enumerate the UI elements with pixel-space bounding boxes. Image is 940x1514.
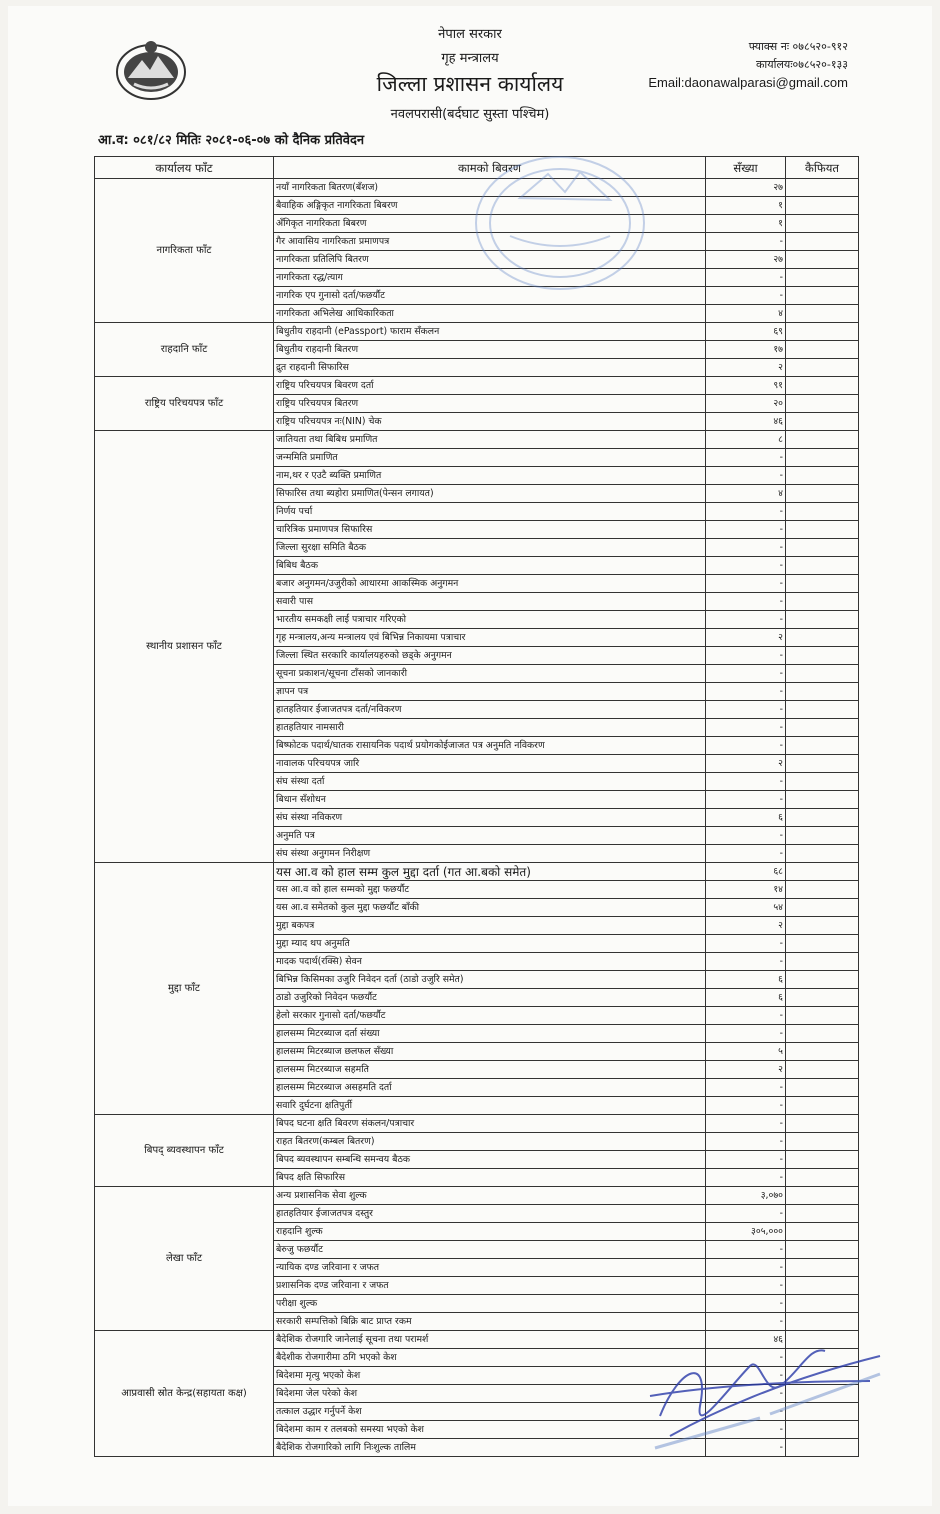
table-header-row xyxy=(95,157,859,179)
task-remarks xyxy=(786,1295,859,1313)
task-remarks xyxy=(786,593,859,611)
task-remarks xyxy=(786,557,859,575)
task-description: सवारि दुर्घटना क्षतिपुर्ती xyxy=(274,1097,706,1115)
task-remarks xyxy=(786,215,859,233)
task-remarks xyxy=(786,953,859,971)
task-description: नागरिकता अभिलेख आधिकारिकता xyxy=(274,305,706,323)
task-count: ६ xyxy=(706,989,786,1007)
task-count: - xyxy=(706,575,786,593)
task-count: ८ xyxy=(706,431,786,449)
task-count: २ xyxy=(706,755,786,773)
task-remarks xyxy=(786,359,859,377)
task-description: नागरिकता प्रतिलिपि बितरण xyxy=(274,251,706,269)
task-description: राहदानि शुल्क xyxy=(274,1223,706,1241)
task-count: १७ xyxy=(706,341,786,359)
task-count: - xyxy=(706,1007,786,1025)
task-count: २० xyxy=(706,395,786,413)
task-count: - xyxy=(706,935,786,953)
task-description: बैवाहिक अङ्गिकृत नागरिकता बिबरण xyxy=(274,197,706,215)
task-description: नयाँ नागरिकता बितरण(बँशज) xyxy=(274,179,706,197)
task-description: बैदेशीक रोजगारीमा ठगि भएको केश xyxy=(274,1349,706,1367)
task-remarks xyxy=(786,521,859,539)
task-description: राष्ट्रिय परिचयपत्र बिवरण दर्ता xyxy=(274,377,706,395)
task-count: - xyxy=(706,683,786,701)
task-remarks xyxy=(786,773,859,791)
task-remarks xyxy=(786,197,859,215)
section-name: राष्ट्रिय परिचयपत्र फाँट xyxy=(95,377,274,431)
government-name: नेपाल सरकार xyxy=(438,27,502,42)
task-description: बिबिध बैठक xyxy=(274,557,706,575)
task-description: यस आ.व को हाल सम्म कुल मुद्दा दर्ता (गत आ.बको समेत) xyxy=(274,863,706,881)
task-count: - xyxy=(706,827,786,845)
task-description: जिल्ला स्थित सरकारि कार्यालयहरुको छड्के अनुगमन xyxy=(274,647,706,665)
task-count: १ xyxy=(706,197,786,215)
task-description: हालसम्म मिटरब्याज सहमति xyxy=(274,1061,706,1079)
task-description: गैर आवासिय नागरिकता प्रमाणपत्र xyxy=(274,233,706,251)
task-description: बिधान सँशोधन xyxy=(274,791,706,809)
task-remarks xyxy=(786,1421,859,1439)
task-description: अँगिकृत नागरिकता बिबरण xyxy=(274,215,706,233)
task-description: बैदेशिक रोजगारि जानेलाई सूचना तथा परामर्श xyxy=(274,1331,706,1349)
ministry-name: गृह मन्त्रालय xyxy=(441,51,499,66)
task-description: बिभिन्न किसिमका उजुरि निवेदन दर्ता (ठाडो उजुरि समेत) xyxy=(274,971,706,989)
task-description: नावालक परिचयपत्र जारि xyxy=(274,755,706,773)
table-row xyxy=(95,377,859,395)
task-description: राष्ट्रिय परिचयपत्र बितरण xyxy=(274,395,706,413)
task-count: - xyxy=(706,287,786,305)
task-count: ६९ xyxy=(706,323,786,341)
table-row xyxy=(95,1187,859,1205)
task-description: अनुमति पत्र xyxy=(274,827,706,845)
task-remarks xyxy=(786,683,859,701)
section-name: बिपद् ब्यवस्थापन फाँट xyxy=(95,1115,274,1187)
task-count: - xyxy=(706,737,786,755)
section-name: लेखा फाँट xyxy=(95,1187,274,1331)
task-remarks xyxy=(786,251,859,269)
task-description: नागरिक एप गुनासो दर्ता/फछर्यौट xyxy=(274,287,706,305)
section-name: नागरिकता फाँट xyxy=(95,179,274,323)
task-count: - xyxy=(706,1349,786,1367)
task-description: सवारी पास xyxy=(274,593,706,611)
task-count: - xyxy=(706,269,786,287)
task-remarks xyxy=(786,467,859,485)
task-description: द्रुत राहदानी सिफारिस xyxy=(274,359,706,377)
task-remarks xyxy=(786,1241,859,1259)
task-description: बिपद क्षति सिफारिस xyxy=(274,1169,706,1187)
task-count: ४६ xyxy=(706,1331,786,1349)
office-title: जिल्ला प्रशासन कार्यालय xyxy=(376,72,564,96)
task-description: संघ संस्था अनुगमन निरीक्षण xyxy=(274,845,706,863)
task-description: निर्णय पर्चा xyxy=(274,503,706,521)
column-header-description: कामको बिवरण xyxy=(274,157,706,179)
task-remarks xyxy=(786,1007,859,1025)
task-remarks xyxy=(786,377,859,395)
task-remarks xyxy=(786,1079,859,1097)
task-description: नाम,थर र एउटै ब्यक्ति प्रमाणित xyxy=(274,467,706,485)
task-description: बिष्फोटक पदार्थ/घातक रासायनिक पदार्थ प्रयोगकोईजाजत पत्र अनुमति नविकरण xyxy=(274,737,706,755)
task-count: - xyxy=(706,521,786,539)
task-description: सरकारी सम्पत्तिको बिक्रि बाट प्राप्त रकम xyxy=(274,1313,706,1331)
task-count: - xyxy=(706,1169,786,1187)
task-count: - xyxy=(706,773,786,791)
task-description: प्रशासनिक दण्ड जरिवाना र जफत xyxy=(274,1277,706,1295)
task-description: बेरुजु फछर्यौट xyxy=(274,1241,706,1259)
task-description: बिदेशमा काम र तलबको समस्या भएको केश xyxy=(274,1421,706,1439)
report-title: आ.व: ०८१/८२ मितिः २०८१-०६-०७ को दैनिक प्रतिवेदन xyxy=(98,133,365,148)
task-remarks xyxy=(786,809,859,827)
task-remarks xyxy=(786,1313,859,1331)
section-name: आप्रवासी स्रोत केन्द्र(सहायता कक्ष) xyxy=(95,1331,274,1457)
task-remarks xyxy=(786,1169,859,1187)
task-remarks xyxy=(786,1367,859,1385)
task-count: - xyxy=(706,1115,786,1133)
task-remarks xyxy=(786,1331,859,1349)
task-description: बिदेशमा मृत्यु भएको केश xyxy=(274,1367,706,1385)
task-remarks xyxy=(786,971,859,989)
task-count: ३,०७० xyxy=(706,1187,786,1205)
task-description: तत्काल उद्धार गर्नुपर्ने केश xyxy=(274,1403,706,1421)
task-description: भारतीय समकक्षी लाई पत्राचार गरिएको xyxy=(274,611,706,629)
table-row xyxy=(95,179,859,197)
task-count: - xyxy=(706,557,786,575)
task-count: - xyxy=(706,719,786,737)
task-count: - xyxy=(706,1421,786,1439)
task-description: हातहतियार ईजाजतपत्र दस्तुर xyxy=(274,1205,706,1223)
email-address: Email:daonawalparasi@gmail.com xyxy=(648,75,848,90)
task-description: संघ संस्था दर्ता xyxy=(274,773,706,791)
task-count: ९१ xyxy=(706,377,786,395)
task-count: ६ xyxy=(706,809,786,827)
task-count: - xyxy=(706,665,786,683)
task-remarks xyxy=(786,287,859,305)
task-count: - xyxy=(706,1295,786,1313)
task-count: - xyxy=(706,503,786,521)
task-description: मुद्दा म्याद थप अनुमति xyxy=(274,935,706,953)
task-count: - xyxy=(706,791,786,809)
task-remarks xyxy=(786,1403,859,1421)
section-name: राहदानि फाँट xyxy=(95,323,274,377)
task-remarks xyxy=(786,341,859,359)
task-remarks xyxy=(786,629,859,647)
task-description: राहत बितरण(कम्बल बितरण) xyxy=(274,1133,706,1151)
report-body xyxy=(95,179,859,1457)
table-row xyxy=(95,323,859,341)
task-count: २७ xyxy=(706,251,786,269)
task-description: राष्ट्रिय परिचयपत्र नः(NIN) चेक xyxy=(274,413,706,431)
task-count: - xyxy=(706,647,786,665)
task-description: यस आ.व समेतको कुल मुद्दा फछर्यौट बाँकी xyxy=(274,899,706,917)
task-count: १ xyxy=(706,215,786,233)
task-description: बिधुतीय राहदानी बितरण xyxy=(274,341,706,359)
task-remarks xyxy=(786,305,859,323)
task-count: - xyxy=(706,1079,786,1097)
task-remarks xyxy=(786,1025,859,1043)
task-description: बिपद घटना क्षति बिवरण संकलन/पत्राचार xyxy=(274,1115,706,1133)
task-remarks xyxy=(786,233,859,251)
task-remarks xyxy=(786,1349,859,1367)
task-description: हालसम्म मिटरब्याज दर्ता संख्या xyxy=(274,1025,706,1043)
task-remarks xyxy=(786,845,859,863)
office-location: नवलपरासी(बर्दघाट सुस्ता पश्चिम) xyxy=(390,107,550,122)
task-count: - xyxy=(706,1097,786,1115)
task-count: - xyxy=(706,1313,786,1331)
task-count: २ xyxy=(706,1061,786,1079)
task-description: बिपद ब्यवस्थापन सम्बन्धि समन्वय बैठक xyxy=(274,1151,706,1169)
task-count: - xyxy=(706,1133,786,1151)
task-description: न्यायिक दण्ड जरिवाना र जफत xyxy=(274,1259,706,1277)
task-remarks xyxy=(786,935,859,953)
task-description: सिफारिस तथा ब्यहोरा प्रमाणित(पेन्सन लगायत) xyxy=(274,485,706,503)
task-count: - xyxy=(706,611,786,629)
column-header-count: सँख्या xyxy=(706,157,786,179)
task-count: - xyxy=(706,1151,786,1169)
task-remarks xyxy=(786,1439,859,1457)
task-description: ठाडो उजुरिको निवेदन फछर्यौट xyxy=(274,989,706,1007)
task-description: बैदेशिक रोजगारिको लागि निःशुल्क तालिम xyxy=(274,1439,706,1457)
task-remarks xyxy=(786,323,859,341)
task-remarks xyxy=(786,611,859,629)
task-remarks xyxy=(786,647,859,665)
table-row xyxy=(95,863,859,881)
task-description: चारित्रिक प्रमाणपत्र सिफारिस xyxy=(274,521,706,539)
task-count: - xyxy=(706,1403,786,1421)
task-count: - xyxy=(706,593,786,611)
table-row xyxy=(95,431,859,449)
task-description: बजार अनुगमन/उजुरीको आधारमा आकस्मिक अनुगमन xyxy=(274,575,706,593)
task-count: - xyxy=(706,845,786,863)
task-description: संघ संस्था नविकरण xyxy=(274,809,706,827)
task-count: ४ xyxy=(706,485,786,503)
task-description: परीक्षा शुल्क xyxy=(274,1295,706,1313)
task-remarks xyxy=(786,881,859,899)
office-phone: कार्यालयः०७८५२०-१३३ xyxy=(755,58,848,71)
column-header-remarks: कैफियत xyxy=(786,157,859,179)
task-count: - xyxy=(706,1259,786,1277)
task-description: यस आ.व को हाल सम्मको मुद्दा फछर्यौट xyxy=(274,881,706,899)
fax-number: फ्याक्स नः ०७८५२०-९१२ xyxy=(748,40,848,53)
task-count: २ xyxy=(706,359,786,377)
task-remarks xyxy=(786,1277,859,1295)
section-name: स्थानीय प्रशासन फाँट xyxy=(95,431,274,863)
task-count: ६ xyxy=(706,971,786,989)
task-remarks xyxy=(786,269,859,287)
task-remarks xyxy=(786,863,859,881)
column-header-section: कार्यालय फाँट xyxy=(95,157,274,179)
task-remarks xyxy=(786,719,859,737)
task-count: - xyxy=(706,1277,786,1295)
task-count: - xyxy=(706,953,786,971)
task-remarks xyxy=(786,1187,859,1205)
task-count: - xyxy=(706,539,786,557)
task-remarks xyxy=(786,1205,859,1223)
task-count: १४ xyxy=(706,881,786,899)
task-count: - xyxy=(706,233,786,251)
task-description: ज्ञापन पत्र xyxy=(274,683,706,701)
task-remarks xyxy=(786,737,859,755)
task-count: २ xyxy=(706,917,786,935)
task-remarks xyxy=(786,665,859,683)
task-remarks xyxy=(786,899,859,917)
task-count: - xyxy=(706,1241,786,1259)
task-description: मुद्दा बकपत्र xyxy=(274,917,706,935)
task-description: बिदेशमा जेल परेको केश xyxy=(274,1385,706,1403)
task-remarks xyxy=(786,989,859,1007)
task-description: हालसम्म मिटरब्याज छलफल सँख्या xyxy=(274,1043,706,1061)
task-count: - xyxy=(706,1385,786,1403)
task-description: अन्य प्रशासनिक सेवा शुल्क xyxy=(274,1187,706,1205)
task-count: - xyxy=(706,1367,786,1385)
task-remarks xyxy=(786,1133,859,1151)
task-count: ५ xyxy=(706,1043,786,1061)
table-row xyxy=(95,1331,859,1349)
section-name: मुद्दा फाँट xyxy=(95,863,274,1115)
task-count: - xyxy=(706,467,786,485)
task-remarks xyxy=(786,917,859,935)
task-remarks xyxy=(786,755,859,773)
task-remarks xyxy=(786,539,859,557)
task-remarks xyxy=(786,791,859,809)
task-remarks xyxy=(786,503,859,521)
task-description: हातहतियार नामसारी xyxy=(274,719,706,737)
task-remarks xyxy=(786,1385,859,1403)
task-remarks xyxy=(786,1043,859,1061)
task-count: - xyxy=(706,1205,786,1223)
task-remarks xyxy=(786,449,859,467)
task-remarks xyxy=(786,179,859,197)
task-count: - xyxy=(706,701,786,719)
task-count: ६८ xyxy=(706,863,786,881)
task-description: सूचना प्रकाशन/सूचना टाँसको जानकारी xyxy=(274,665,706,683)
task-remarks xyxy=(786,1223,859,1241)
contact-block xyxy=(648,38,848,92)
task-count: २ xyxy=(706,629,786,647)
task-description: मादक पदार्थ(रक्सि) सेवन xyxy=(274,953,706,971)
task-description: हेलो सरकार गुनासो दर्ता/फछर्यौट xyxy=(274,1007,706,1025)
task-description: जन्ममिति प्रमाणित xyxy=(274,449,706,467)
task-count: ४६ xyxy=(706,413,786,431)
task-count: ५४ xyxy=(706,899,786,917)
task-description: हातहतियार ईजाजतपत्र दर्ता/नविकरण xyxy=(274,701,706,719)
task-count: - xyxy=(706,449,786,467)
task-remarks xyxy=(786,413,859,431)
table-row xyxy=(95,1115,859,1133)
task-description: गृह मन्त्रालय,अन्य मन्त्रालय एवं बिभिन्न निकायमा पत्राचार xyxy=(274,629,706,647)
task-description: जिल्ला सुरक्षा समिति बैठक xyxy=(274,539,706,557)
task-count: ३०५,००० xyxy=(706,1223,786,1241)
daily-report-table xyxy=(94,156,859,1457)
task-description: जातियता तथा बिबिध प्रमाणित xyxy=(274,431,706,449)
task-remarks xyxy=(786,1097,859,1115)
task-count: - xyxy=(706,1025,786,1043)
task-remarks xyxy=(786,827,859,845)
task-remarks xyxy=(786,485,859,503)
task-remarks xyxy=(786,1061,859,1079)
task-description: नागरिकता रद्ध/त्याग xyxy=(274,269,706,287)
task-count: - xyxy=(706,1439,786,1457)
task-remarks xyxy=(786,431,859,449)
task-count: ४ xyxy=(706,305,786,323)
task-remarks xyxy=(786,1115,859,1133)
task-remarks xyxy=(786,701,859,719)
task-count: २७ xyxy=(706,179,786,197)
task-remarks xyxy=(786,575,859,593)
task-remarks xyxy=(786,395,859,413)
task-description: बिधुतीय राहदानी (ePassport) फाराम सँकलन xyxy=(274,323,706,341)
task-remarks xyxy=(786,1151,859,1169)
task-description: हालसम्म मिटरब्याज असहमति दर्ता xyxy=(274,1079,706,1097)
task-remarks xyxy=(786,1259,859,1277)
